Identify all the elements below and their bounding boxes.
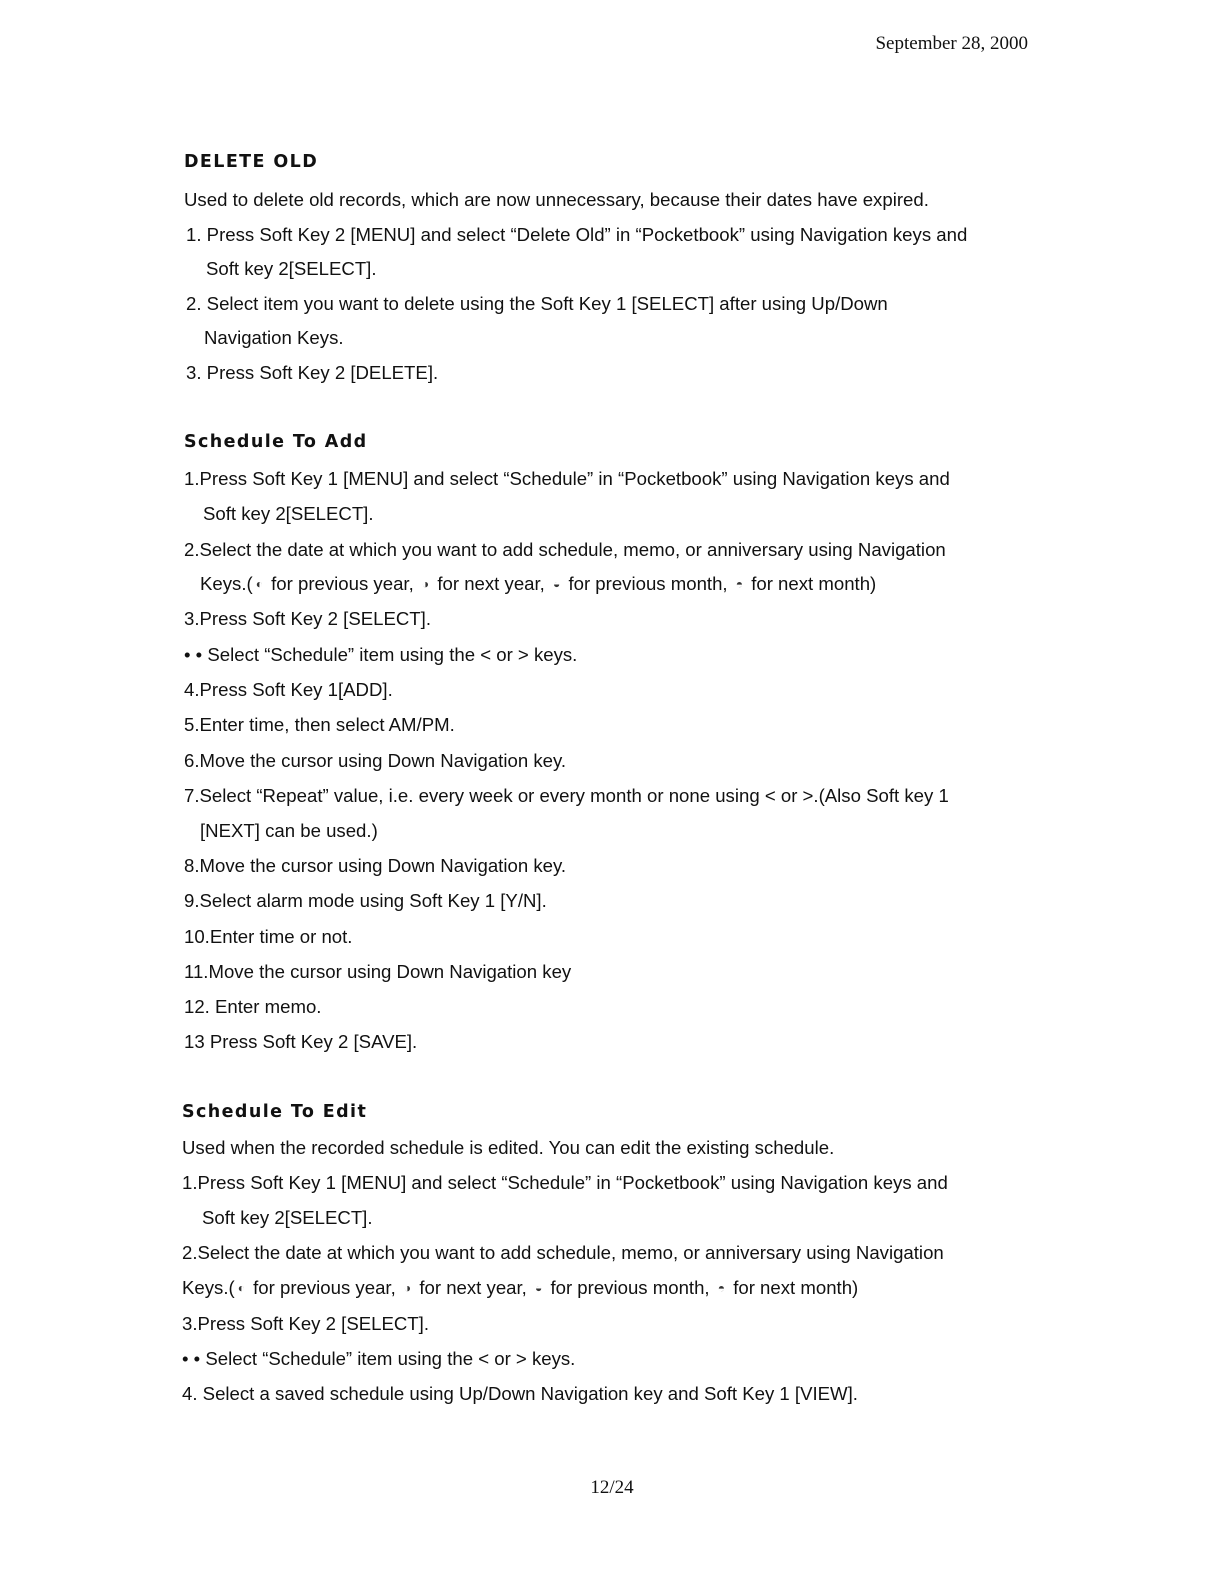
schedule-add-step-2: 2.Select the date at which you want to add schedule, memo, or anniversary using Navigation [184, 539, 946, 560]
schedule-edit-step-2: 2.Select the date at which you want to add schedule, memo, or anniversary using Navigation [182, 1242, 944, 1263]
schedule-add-step-5: 5.Enter time, then select AM/PM. [184, 714, 455, 735]
delete-old-step-2: 2. Select item you want to delete using the Soft Key 1 [SELECT] after using Up/Down [186, 293, 888, 314]
section-title-schedule-add: Schedule To Add [184, 432, 368, 452]
schedule-add-step-12: 12. Enter memo. [184, 996, 322, 1017]
schedule-edit-step-1-cont: Soft key 2[SELECT]. [202, 1207, 373, 1228]
nav-up-key-icon: ◒ [553, 577, 561, 591]
schedule-add-step-7-cont: [NEXT] can be used.) [200, 820, 378, 841]
keys-previous-month: for previous month, [568, 573, 728, 594]
schedule-edit-step-3: 3.Press Soft Key 2 [SELECT]. [182, 1313, 429, 1334]
keys-prefix: Keys.( [182, 1277, 235, 1298]
schedule-add-step-13: 13 Press Soft Key 2 [SAVE]. [184, 1031, 418, 1052]
schedule-add-step-1-cont: Soft key 2[SELECT]. [203, 503, 374, 524]
keys-next-month: for next month) [733, 1277, 859, 1298]
page-date: September 28, 2000 [875, 33, 1028, 54]
schedule-add-step-9: 9.Select alarm mode using Soft Key 1 [Y/N]. [184, 890, 547, 911]
keys-previous-year: for previous year, [253, 1277, 396, 1298]
schedule-add-step-8: 8.Move the cursor using Down Navigation key. [184, 855, 567, 876]
keys-previous-month: for previous month, [550, 1277, 710, 1298]
schedule-add-step-2-cont [200, 573, 876, 595]
schedule-add-step-1: 1.Press Soft Key 1 [MENU] and select “Schedule” in “Pocketbook” using Navigation keys and [184, 468, 950, 489]
delete-old-step-3: 3. Press Soft Key 2 [DELETE]. [186, 362, 439, 383]
keys-next-year: for next year, [419, 1277, 527, 1298]
delete-old-step-1: 1. Press Soft Key 2 [MENU] and select “Delete Old” in “Pocketbook” using Navigation keys and [186, 224, 968, 245]
schedule-add-step-7: 7.Select “Repeat” value, i.e. every week or every month or none using < or >.(Also Soft key 1 [184, 785, 949, 806]
page-number: 12/24 [590, 1477, 634, 1498]
schedule-add-step-11: 11.Move the cursor using Down Navigation key [184, 961, 572, 982]
schedule-edit-step-1: 1.Press Soft Key 1 [MENU] and select “Schedule” in “Pocketbook” using Navigation keys and [182, 1172, 948, 1193]
schedule-edit-step-4: 4. Select a saved schedule using Up/Down Navigation key and Soft Key 1 [VIEW]. [182, 1383, 858, 1404]
nav-right-key-icon: ◑ [421, 577, 430, 591]
keys-previous-year: for previous year, [271, 573, 414, 594]
schedule-add-step-3: 3.Press Soft Key 2 [SELECT]. [184, 608, 431, 629]
schedule-add-bullet: • • Select “Schedule” item using the < or > keys. [184, 644, 578, 665]
nav-left-key-icon: ◐ [255, 577, 263, 591]
delete-old-step-1-cont: Soft key 2[SELECT]. [206, 258, 377, 279]
nav-down-key-icon: ◓ [717, 1281, 726, 1295]
section-title-schedule-edit: Schedule To Edit [182, 1102, 368, 1122]
schedule-add-step-4: 4.Press Soft Key 1[ADD]. [184, 679, 393, 700]
nav-left-key-icon: ◐ [237, 1281, 245, 1295]
nav-right-key-icon: ◑ [403, 1281, 412, 1295]
schedule-add-step-6: 6.Move the cursor using Down Navigation key. [184, 750, 567, 771]
delete-old-intro: Used to delete old records, which are now unnecessary, because their dates have expired. [184, 189, 929, 210]
schedule-add-step-10: 10.Enter time or not. [184, 926, 353, 947]
keys-next-month: for next month) [751, 573, 877, 594]
nav-up-key-icon: ◒ [535, 1281, 543, 1295]
keys-next-year: for next year, [437, 573, 545, 594]
nav-down-key-icon: ◓ [735, 577, 744, 591]
schedule-edit-step-2-cont [182, 1277, 858, 1299]
schedule-edit-bullet: • • Select “Schedule” item using the < or > keys. [182, 1348, 576, 1369]
schedule-edit-intro: Used when the recorded schedule is edited. You can edit the existing schedule. [182, 1137, 835, 1158]
section-title-delete-old: DELETE OLD [184, 152, 319, 172]
delete-old-step-2-cont: Navigation Keys. [204, 327, 344, 348]
keys-prefix: Keys.( [200, 573, 253, 594]
